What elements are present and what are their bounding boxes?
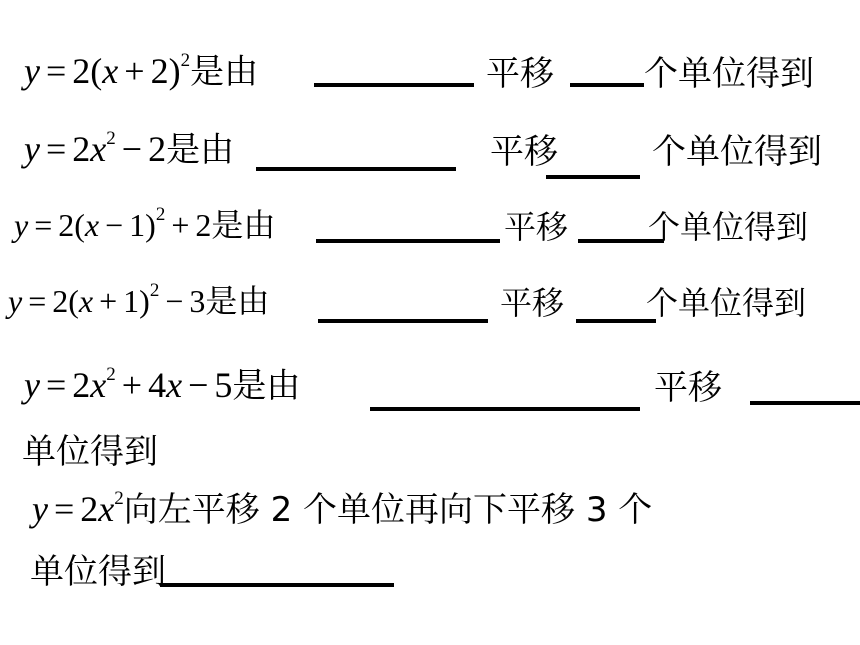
text-pingyi: 平移 xyxy=(486,54,554,94)
answer-blank[interactable] xyxy=(318,318,488,323)
formula: $y = 2x^2 + 4x - 5$ xyxy=(24,364,233,405)
answer-blank[interactable] xyxy=(314,82,474,87)
question-line-4 xyxy=(8,276,269,322)
formula: $y = 2x^2$ xyxy=(32,488,124,529)
text-pingyi: 平移 xyxy=(490,132,558,172)
text-ge-danwei: 个单位得到 xyxy=(644,54,814,94)
answer-blank[interactable] xyxy=(160,582,394,587)
question-line-1 xyxy=(24,44,258,93)
text-shi-you: 是由 xyxy=(190,52,259,92)
answer-blank[interactable] xyxy=(546,174,640,179)
text-instruction: 向左平移 2 个单位再向下平移 3 个 xyxy=(123,490,653,530)
text-continuation: 单位得到 xyxy=(22,432,158,472)
text-shi-you: 是由 xyxy=(232,366,301,406)
question-line-5 xyxy=(24,358,300,407)
text-shi-you: 是由 xyxy=(205,282,270,320)
text-pingyi: 平移 xyxy=(504,208,569,246)
question-line-3 xyxy=(14,200,275,246)
question-line-6 xyxy=(32,482,652,531)
answer-blank[interactable] xyxy=(576,318,656,323)
text-ge-danwei: 个单位得到 xyxy=(646,284,807,322)
answer-blank[interactable] xyxy=(370,406,640,411)
formula: $y = 2x^2 - 2$ xyxy=(24,128,167,169)
question-line-2 xyxy=(24,122,234,171)
text-ge-danwei: 个单位得到 xyxy=(648,208,809,246)
text-pingyi: 平移 xyxy=(500,284,565,322)
answer-blank[interactable] xyxy=(316,238,500,243)
text-ge-danwei: 个单位得到 xyxy=(652,132,822,172)
answer-blank[interactable] xyxy=(750,400,860,405)
text-shi-you: 是由 xyxy=(211,206,276,244)
formula: $y = 2(x - 1)^2 + 2$ xyxy=(14,204,212,243)
formula: $y = 2(x + 1)^2 - 3$ xyxy=(8,280,206,319)
text-shi-you: 是由 xyxy=(166,130,235,170)
text-pingyi: 平移 xyxy=(654,368,722,408)
answer-blank[interactable] xyxy=(570,82,644,87)
formula: $y = 2(x + 2)^2$ xyxy=(24,50,191,91)
answer-blank[interactable] xyxy=(256,166,456,171)
text-continuation: 单位得到 xyxy=(30,552,166,592)
